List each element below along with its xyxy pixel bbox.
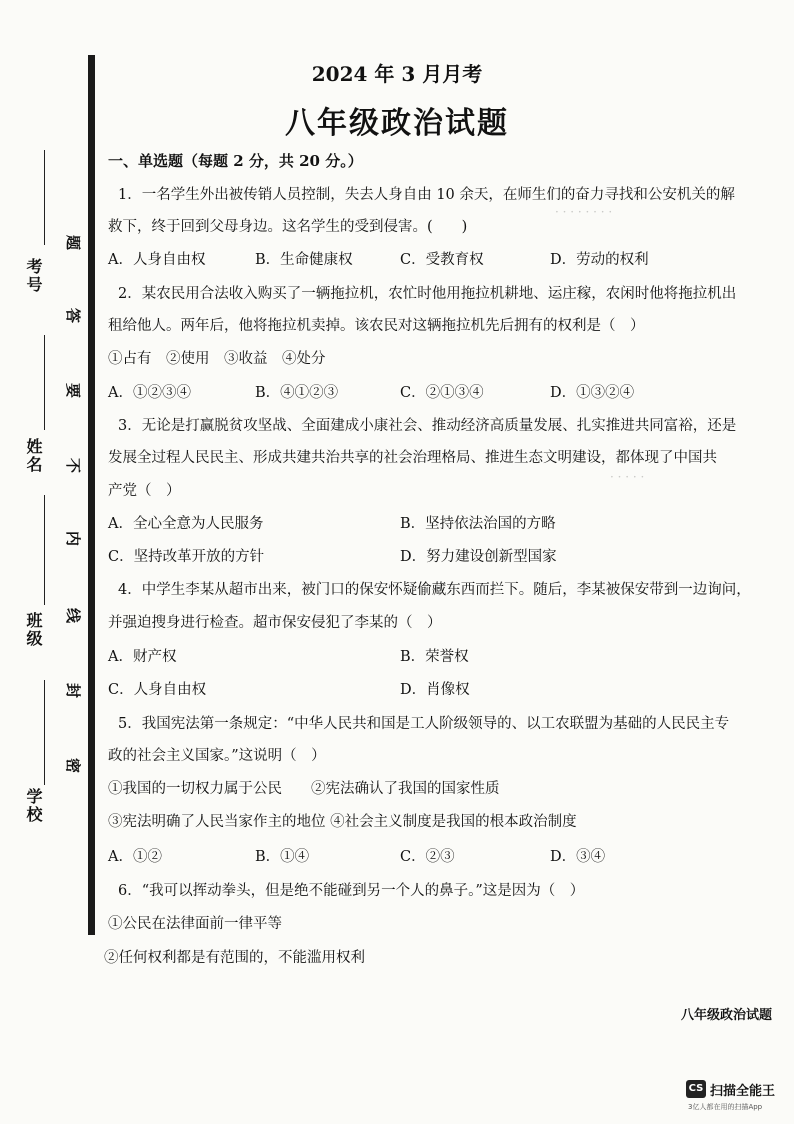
question-4-line-1: 4．中学生李某从超市出来，被门口的保安怀疑偷藏东西而拦下。随后，李某被保安带到一边询问， xyxy=(118,582,751,598)
question-1-option-c: C．受教育权 xyxy=(400,252,484,268)
question-3-option-c: C．坚持改革开放的方针 xyxy=(108,549,265,565)
question-2-option-c: C．②①③④ xyxy=(400,385,484,401)
seal-char: 不 xyxy=(64,457,83,474)
seal-char: 封 xyxy=(64,682,83,699)
question-6-item-2: ②任何权利都是有范围的，不能滥用权利 xyxy=(104,950,365,966)
question-4-option-a: A．财产权 xyxy=(108,649,177,665)
field-line-school xyxy=(44,680,45,785)
question-4-option-d: D．肖像权 xyxy=(400,682,470,698)
question-2-option-d: D．①③②④ xyxy=(550,385,635,401)
question-6-item-1: ①公民在法律面前一律平等 xyxy=(108,916,282,932)
page-title: 八年级政治试题 xyxy=(285,106,509,141)
camscanner-logo-icon: CS xyxy=(686,1080,706,1098)
seal-char: 密 xyxy=(64,757,83,774)
field-line-class xyxy=(44,495,45,605)
question-5-option-c: C．②③ xyxy=(400,849,455,865)
question-3-line-2: 发展全过程人民民主、形成共建共治共享的社会治理格局、推进生态文明建设，都体现了中国共 xyxy=(108,450,717,466)
question-3-line-1: 3．无论是打赢脱贫攻坚战、全面建成小康社会、推动经济高质量发展、扎实推进共同富裕，还是 xyxy=(118,418,737,434)
question-6-line-1: 6．“我可以挥动拳头，但是绝不能碰到另一个人的鼻子。”这是因为（ ） xyxy=(118,883,585,899)
camscanner-name: 扫描全能王 xyxy=(710,1084,776,1099)
section-heading: 一、单选题（每题 2 分，共 20 分。） xyxy=(108,152,363,170)
exam-number-label: 考号 xyxy=(24,258,43,294)
bleed-through-mark: · · · · · xyxy=(610,470,645,484)
question-3-option-d: D．努力建设创新型国家 xyxy=(400,549,557,565)
question-1-option-d: D．劳动的权利 xyxy=(550,252,649,268)
camscanner-tagline: 3亿人都在用的扫描App xyxy=(688,1103,763,1111)
seal-char: 线 xyxy=(64,607,83,624)
field-line-exam-number xyxy=(44,150,45,245)
question-5-line-2: 政的社会主义国家。”这说明（ ） xyxy=(108,748,326,764)
question-4-option-c: C．人身自由权 xyxy=(108,682,207,698)
question-2-items: ①占有 ②使用 ③收益 ④处分 xyxy=(108,351,326,367)
question-5-option-b: B．①④ xyxy=(255,849,310,865)
field-line-name xyxy=(44,335,45,430)
question-5-option-a: A．①② xyxy=(108,849,162,865)
question-5-line-1: 5．我国宪法第一条规定：“中华人民共和国是工人阶级领导的、以工农联盟为基础的人民民主专 xyxy=(118,716,730,732)
question-1-line-2: 救下，终于回到父母身边。这名学生的受到侵害。( ) xyxy=(108,219,468,235)
question-1-option-b: B．生命健康权 xyxy=(255,252,353,268)
seal-char: 内 xyxy=(64,530,83,547)
question-2-option-a: A．①②③④ xyxy=(108,385,191,401)
question-5-items-1: ①我国的一切权力属于公民 ②宪法确认了我国的国家性质 xyxy=(108,781,500,797)
question-5-items-2: ③宪法明确了人民当家作主的地位 ④社会主义制度是我国的根本政治制度 xyxy=(108,814,577,830)
question-4-option-b: B．荣誉权 xyxy=(400,649,469,665)
binding-rule xyxy=(88,55,95,935)
bleed-through-mark: · · · · · · · · xyxy=(555,205,613,219)
question-2-option-b: B．④①②③ xyxy=(255,385,339,401)
class-label: 班级 xyxy=(24,612,43,648)
question-2-line-2: 租给他人。两年后，他将拖拉机卖掉。该农民对这辆拖拉机先后拥有的权利是（ ） xyxy=(108,318,645,334)
seal-char: 要 xyxy=(64,382,83,399)
name-label: 姓名 xyxy=(24,438,43,474)
question-4-line-2: 并强迫搜身进行检查。超市保安侵犯了李某的（ ） xyxy=(108,615,442,631)
seal-char: 题 xyxy=(64,234,83,251)
question-1-line-1: 1．一名学生外出被传销人员控制，失去人身自由 10 余天，在师生们的奋力寻找和公安机关的解 xyxy=(118,187,735,203)
question-5-option-d: D．③④ xyxy=(550,849,606,865)
question-3-line-3: 产党（ ） xyxy=(108,483,181,499)
seal-char: 答 xyxy=(64,307,83,324)
exam-date: 2024 年 3 月月考 xyxy=(311,62,483,86)
question-1-option-a: A．人身自由权 xyxy=(108,252,206,268)
question-3-option-a: A．全心全意为人民服务 xyxy=(108,516,264,532)
school-label: 学校 xyxy=(24,788,43,824)
question-3-option-b: B．坚持依法治国的方略 xyxy=(400,516,556,532)
question-2-line-1: 2．某农民用合法收入购买了一辆拖拉机，农忙时他用拖拉机耕地、运庄稼，农闲时他将拖拉机出 xyxy=(118,286,737,302)
page-footer-label: 八年级政治试题 xyxy=(680,1008,772,1023)
